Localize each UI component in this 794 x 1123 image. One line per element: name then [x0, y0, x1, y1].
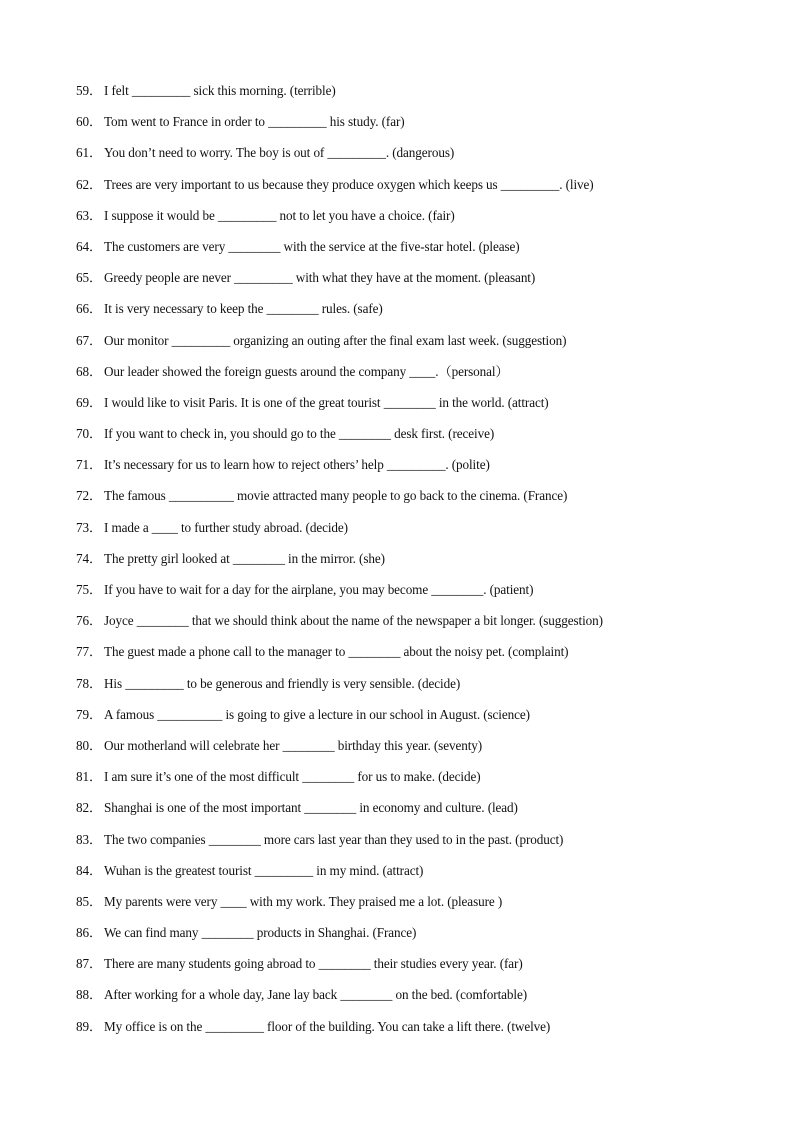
question-number: 72． — [76, 488, 103, 504]
question-item — [76, 643, 766, 674]
question-text: If you want to check in, you should go to the ________ desk first. (receive) — [104, 426, 495, 442]
question-number: 76． — [76, 613, 103, 629]
question-text: I suppose it would be _________ not to let you have a choice. (fair) — [104, 207, 455, 223]
question-item — [76, 113, 766, 144]
question-text: If you have to wait for a day for the airplane, you may become ________. (patient) — [104, 582, 534, 597]
question-number: 68． — [76, 363, 103, 379]
question-text: My parents were very ____ with my work. They praised me a lot. (pleasure ) — [104, 893, 503, 909]
question-number: 74． — [76, 550, 103, 566]
question-number: 70． — [76, 426, 103, 442]
question-number: 83． — [76, 831, 103, 847]
question-number: 77． — [76, 644, 103, 660]
question-item — [76, 176, 766, 207]
question-text: We can find many ________ products in Shanghai. (France) — [104, 925, 417, 941]
question-number: 87． — [76, 956, 103, 972]
question-item — [76, 394, 766, 425]
question-number: 85． — [76, 893, 103, 909]
question-text: You don’t need to worry. The boy is out of _________. (dangerous) — [104, 145, 455, 161]
question-item — [76, 1018, 766, 1049]
question-item — [76, 456, 766, 487]
question-number: 78． — [76, 675, 103, 691]
question-item — [76, 612, 766, 643]
question-item — [76, 862, 766, 893]
question-item — [76, 238, 766, 269]
question-text: Our leader showed the foreign guests around the company ____.（personal） — [104, 363, 509, 379]
question-text: The customers are very ________ with the service at the five-star hotel. (please) — [104, 238, 520, 254]
question-number: 60． — [76, 114, 103, 130]
question-number: 84． — [76, 862, 103, 878]
question-number: 71． — [76, 457, 103, 473]
question-text: It’s necessary for us to learn how to reject others’ help _________. (polite) — [104, 457, 490, 473]
question-number: 61． — [76, 145, 103, 161]
question-text: I am sure it’s one of the most difficult ________ for us to make. (decide) — [104, 769, 481, 785]
question-item — [76, 269, 766, 300]
question-item — [76, 768, 766, 799]
question-number: 59． — [76, 83, 103, 98]
question-item — [76, 706, 766, 737]
question-number: 66． — [76, 301, 103, 317]
question-number: 81． — [76, 769, 103, 785]
question-number: 79． — [76, 706, 103, 722]
question-number: 75． — [76, 582, 103, 597]
question-item — [76, 300, 766, 331]
question-number: 67． — [76, 332, 103, 348]
question-item — [76, 675, 766, 706]
question-text: Greedy people are never _________ with what they have at the moment. (pleasant) — [104, 270, 536, 286]
question-text: Wuhan is the greatest tourist _________ in my mind. (attract) — [104, 862, 424, 878]
question-text: I would like to visit Paris. It is one of the great tourist ________ in the world. (attract) — [104, 394, 549, 410]
question-text: The guest made a phone call to the manager to ________ about the noisy pet. (complaint) — [104, 644, 569, 660]
question-item — [76, 799, 766, 830]
question-item — [76, 924, 766, 955]
question-text: Our motherland will celebrate her ________ birthday this year. (seventy) — [104, 737, 483, 753]
question-item — [76, 425, 766, 456]
question-text: My office is on the _________ floor of the building. You can take a lift there. (twelve) — [104, 1018, 551, 1034]
question-number: 64． — [76, 238, 103, 254]
question-text: After working for a whole day, Jane lay back ________ on the bed. (comfortable) — [104, 987, 527, 1003]
question-number: 89． — [76, 1018, 103, 1034]
question-item — [76, 955, 766, 986]
question-item — [76, 363, 766, 394]
question-item — [76, 487, 766, 518]
question-number: 73． — [76, 519, 103, 535]
question-text: Our monitor _________ organizing an outing after the final exam last week. (suggestion) — [104, 332, 567, 348]
question-item — [76, 550, 766, 581]
question-text: I made a ____ to further study abroad. (decide) — [104, 519, 348, 535]
question-number: 69． — [76, 394, 103, 410]
question-item — [76, 207, 766, 238]
question-item — [76, 581, 766, 612]
question-text: I felt _________ sick this morning. (terrible) — [104, 83, 336, 98]
question-text: It is very necessary to keep the ________ rules. (safe) — [104, 301, 383, 317]
question-text: The two companies ________ more cars last year than they used to in the past. (product) — [104, 831, 564, 847]
question-number: 63． — [76, 207, 103, 223]
question-item — [76, 332, 766, 363]
question-number: 80． — [76, 737, 103, 753]
question-text: The pretty girl looked at ________ in the mirror. (she) — [104, 550, 385, 566]
question-number: 86． — [76, 925, 103, 941]
question-text: Tom went to France in order to _________ his study. (far) — [104, 114, 405, 130]
question-item — [76, 831, 766, 862]
question-item — [76, 986, 766, 1017]
question-item — [76, 893, 766, 924]
question-number: 82． — [76, 800, 103, 816]
question-text: There are many students going abroad to ________ their studies every year. (far) — [104, 956, 523, 972]
question-list — [76, 82, 766, 1049]
question-item — [76, 519, 766, 550]
question-item — [76, 737, 766, 768]
question-number: 62． — [76, 176, 103, 192]
question-text: Shanghai is one of the most important ________ in economy and culture. (lead) — [104, 800, 518, 816]
question-item — [76, 144, 766, 175]
question-text: Trees are very important to us because they produce oxygen which keeps us _________. (live) — [104, 176, 594, 192]
question-number: 88． — [76, 987, 103, 1003]
question-item — [76, 82, 766, 113]
question-text: A famous __________ is going to give a lecture in our school in August. (science) — [104, 706, 530, 722]
question-number: 65． — [76, 270, 103, 286]
question-text: The famous __________ movie attracted many people to go back to the cinema. (France) — [104, 488, 568, 504]
question-text: His _________ to be generous and friendly is very sensible. (decide) — [104, 675, 461, 691]
question-text: Joyce ________ that we should think about the name of the newspaper a bit longer. (suggestion) — [104, 613, 603, 629]
